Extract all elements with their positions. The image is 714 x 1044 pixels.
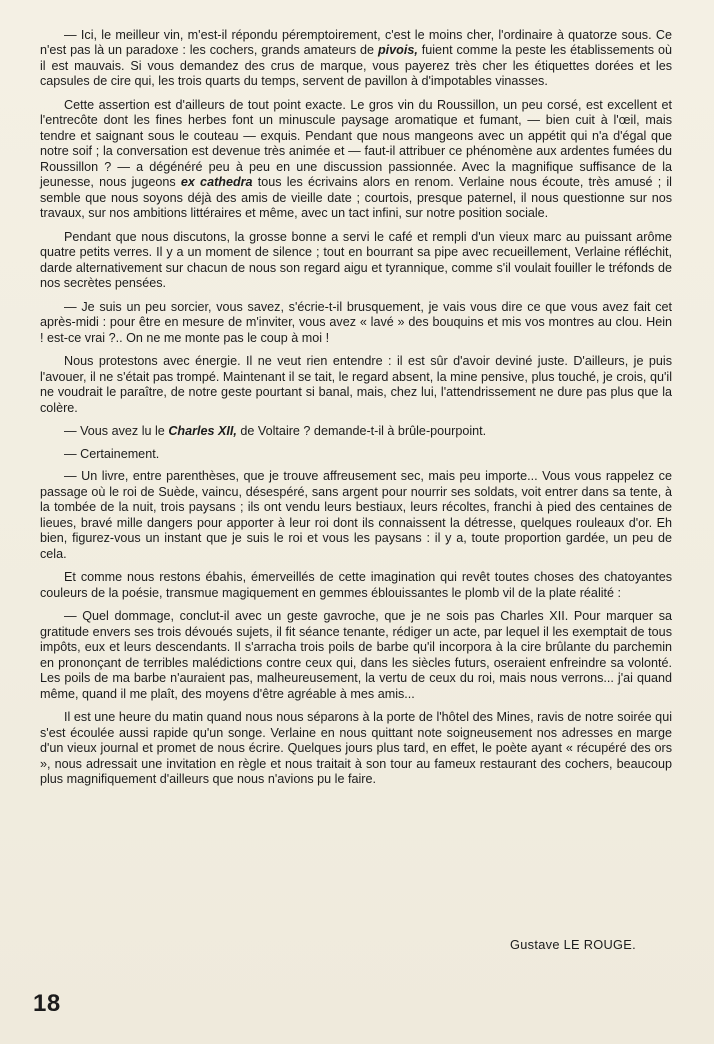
paragraph-4: [40, 300, 672, 346]
paragraph-9-text: Et comme nous restons ébahis, émerveillés de cette imagination qui revêt toutes choses des chatoyantes couleurs de la poésie, transmue magiquement en gemmes éblouissantes le plomb vil de la plate réalité :: [40, 570, 672, 600]
article-body: [40, 28, 672, 796]
paragraph-8: [40, 469, 672, 562]
paragraph-10-text: — Quel dommage, conclut-il avec un geste gavroche, que je ne sois pas Charles XII. Pour marquer sa gratitude envers ses trois dévoués sujets, il fit séance tenante, rédiger un acte, par lequel il les exemptait de tous impôts, eux et leurs descendants. Il s'arracha trois poils de barbe qu'il incorpora à la cire brûlante du parchemin en prononçant de terribles malédictions contre ceux qui, dans les siècles futurs, oseraient enfreindre sa volonté. Les poils de ma barbe n'auraient pas, malheureusement, la vertu de ceux du roi, mais nous verrons... j'ai quand même, quand il me plaît, des moyens d'être agréable à mes amis...: [40, 609, 672, 701]
paragraph-9: [40, 570, 672, 601]
paragraph-1-text-a: — Ici, le meilleur vin, m'est-il répondu péremptoirement, c'est le moins cher, l'ordinaire à quatorze sous. Ce n'est pas là un paradoxe : les cochers, grands amateurs de: [40, 28, 672, 58]
paragraph-2-italic: ex cathedra: [180, 175, 253, 190]
paragraph-5-text: Nous protestons avec énergie. Il ne veut rien entendre : il est sûr d'avoir deviné juste. D'ailleurs, je puis l'avouer, il ne s'était pas trompé. Maintenant il se tait, le regard absent, la mine pensive, plus touché, je crois, qu'il ne voudrait le paraître, de notre geste pourtant si banal, mais, chez lui, l'attendrissement ne dure pas plus que la colère.: [40, 354, 672, 415]
paragraph-6: [40, 424, 672, 439]
paragraph-5: [40, 354, 672, 416]
paragraph-2-text-b: tous les écrivains alors en renom. Verlaine nous écoute, très amusé ; il semble que nous soyons déjà des amis de vieille date ; courtois, presque paternel, il nous questionne sur nos travaux, sur nos ambitions littéraires et même, avec un tact infini, sur notre position sociale.: [40, 175, 672, 221]
paragraph-8-text: — Un livre, entre parenthèses, que je trouve affreusement sec, mais peu importe... Vous vous rappelez ce passage où le roi de Suède, vaincu, désespéré, sans argent pour nourrir ses soldats, voit entrer dans sa tente, à la tombée de la nuit, trois paysans ; ils ont vendu leurs bestiaux, leurs récoltes, franchi à pied des centaines de lieues, bravé mille dangers pour apporter à leur roi dont ils connaissent la détresse, quelques rouleaux d'or. Eh bien, figurez-vous un instant que je suis le roi et vous les paysans : il y a, toute proportion gardée, un peu de cela.: [40, 469, 672, 561]
paragraph-3-text: Pendant que nous discutons, la grosse bonne a servi le café et rempli d'un vieux marc au puissant arôme quatre petits verres. Il y a un moment de silence ; tout en bourrant sa pipe avec recueillement, Verlaine réfléchit, darde alternativement sur chacun de nous son regard aigu et tyrannique, comme s'il voulait fouiller le tréfonds de nos secrètes pensées.: [40, 229, 672, 291]
paragraph-10: [40, 609, 672, 702]
paragraph-6-text-b: de Voltaire ? demande-t-il à brûle-pourpoint.: [236, 424, 487, 439]
paragraph-6-text-a: — Vous avez lu le: [64, 424, 169, 439]
paragraph-7-text: — Certainement.: [64, 446, 160, 461]
paragraph-11: [40, 710, 672, 787]
author-signature: Gustave LE ROUGE.: [509, 937, 636, 952]
paragraph-2-text-a: Cette assertion est d'ailleurs de tout point exacte. Le gros vin du Roussillon, un peu corsé, est excellent et l'entrecôte dont les fines herbes font un minuscule paysage aromatique et fumant, — bien cuit à l'œil, mais tendre et saignant sous le couteau — exquis. Pendant que nous mangeons avec un appétit qui n'a d'égal que notre soif ; la conversation est devenue très animée et — faut-il attribuer ce phénomène aux ardentes fumées du Roussillon ? — a dégénéré peu à peu en une discussion passionnée. Avec la magnifique suffisance de la jeunesse, nous jugeons: [40, 98, 672, 190]
paragraph-3: [40, 230, 672, 292]
paragraph-11-text: Il est une heure du matin quand nous nous séparons à la porte de l'hôtel des Mines, ravis de notre soirée qui s'est écoulée aussi rapide qu'un songe. Verlaine en nous quittant note soigneusement nos adresses en marge d'un vieux journal et promet de nous écrire. Quelques jours plus tard, en effet, le poète ayant « récupéré des ors », nous adressait une invitation en règle et nous traitait à son tour au fameux restaurant des cochers, beaucoup plus magnifiquement d'ailleurs que nous n'avions pu le faire.: [40, 710, 672, 786]
paragraph-6-italic: Charles XII,: [168, 424, 237, 439]
paragraph-1-text-b: fuient comme la peste les établissements où il est mauvais. Si vous demandez des crus de marque, vous payerez très cher les étiquettes dorées et les capsules de cire qui, les trois quarts du temps, servent de pavillon à d'impotables vinasses.: [40, 43, 672, 89]
paragraph-7: [40, 447, 672, 462]
paragraph-1-italic: pivois,: [377, 43, 418, 58]
paragraph-1: [40, 28, 672, 90]
page-number: 18: [33, 990, 61, 1017]
paragraph-4-text: — Je suis un peu sorcier, vous savez, s'écrie-t-il brusquement, je vais vous dire ce que vous avez fait cet après-midi : pour être en mesure de m'inviter, vous avez « lavé » des bouquins et mis vos montres au clou. Hein ! est-ce vrai ?.. On ne me monte pas le coup à moi !: [40, 299, 672, 345]
paragraph-2: [40, 98, 672, 222]
